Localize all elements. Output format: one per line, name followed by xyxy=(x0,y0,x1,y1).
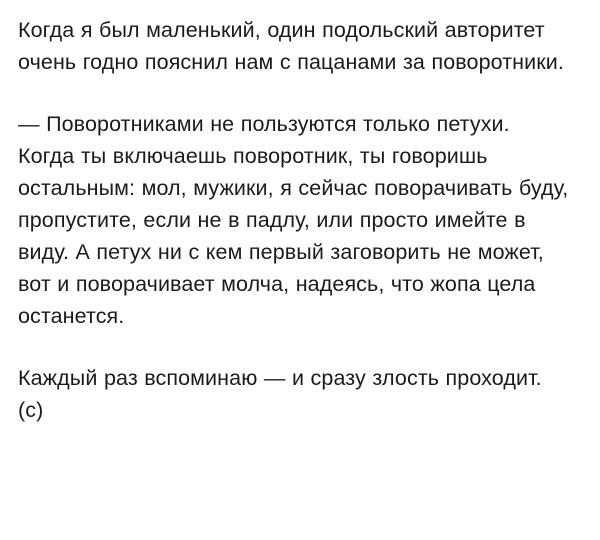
paragraph-outro: Каждый раз вспоминаю — и сразу злость проходит. (с) xyxy=(18,366,542,422)
paragraph-quote: — Поворотниками не пользуются только петухи. Когда ты включаешь поворотник, ты говоришь остальным: мол, мужики, я сейчас поворачивать буду, пропустите, если не в падлу, или просто имейте в виду. А петух ни с кем первый заговорить не может, вот и поворачивает молча, надеясь, что жопа цела останется. xyxy=(18,112,569,328)
paragraph-intro: Когда я был маленький, один подольский авторитет очень годно пояснил нам с пацанами за поворотники. xyxy=(18,18,564,74)
